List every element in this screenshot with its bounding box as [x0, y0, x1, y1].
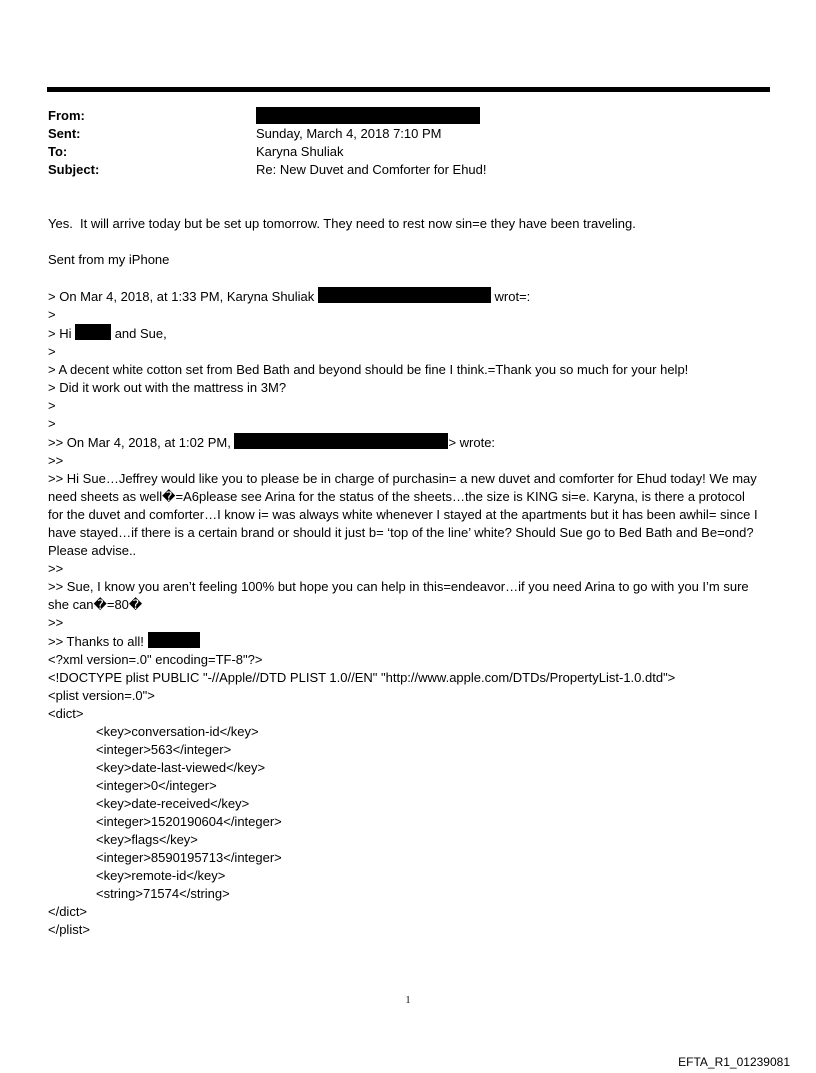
signature-line: Sent from my iPhone [48, 252, 170, 267]
greeting-suffix: and Sue, [111, 326, 167, 341]
quote-greeting-line [48, 324, 760, 343]
thanks-text: >> Thanks to all! [48, 634, 148, 649]
xml-line: <key>conversation-id</key> [96, 724, 259, 739]
redaction-bar [256, 107, 480, 124]
redaction-bar [148, 632, 200, 648]
redaction-bar [318, 287, 491, 303]
xml-line: <dict> [48, 706, 84, 721]
quote-line: > [48, 416, 56, 431]
xml-line: <key>date-last-viewed</key> [96, 760, 266, 775]
greeting-text: > Hi [48, 326, 76, 341]
subject-value: Re: New Duvet and Comforter for Ehud! [256, 162, 487, 177]
xml-line: </plist> [48, 922, 90, 937]
xml-line: <?xml version=.0" encoding=TF-8"?> [48, 652, 263, 667]
quote-line: > A decent white cotton set from Bed Bath and beyond should be fine I think.=Thank you so much for your help! [48, 362, 689, 377]
email-body [48, 215, 760, 939]
quote-line: >> [48, 561, 64, 576]
nested-quote-header-text: >> On Mar 4, 2018, at 1:02 PM, [48, 435, 235, 450]
nested-quote-header-line [48, 433, 760, 452]
xml-line: <key>flags</key> [96, 832, 198, 847]
thanks-line [48, 632, 760, 651]
document-id: EFTA_R1_01239081 [678, 1055, 790, 1069]
xml-line: <key>remote-id</key> [96, 868, 226, 883]
quote-line: > [48, 307, 56, 322]
from-value [256, 107, 480, 127]
to-label: To: [48, 144, 68, 159]
quote-header-suffix: wrot=: [490, 289, 531, 304]
redaction-bar [75, 324, 111, 340]
quote-header-text: > On Mar 4, 2018, at 1:33 PM, Karyna Shuliak [48, 289, 318, 304]
xml-line: <integer>0</integer> [96, 778, 217, 793]
blank-line [48, 233, 760, 251]
sent-label: Sent: [48, 126, 81, 141]
page-number: 1 [405, 995, 411, 1006]
subject-label: Subject: [48, 162, 100, 177]
xml-line: <integer>8590195713</integer> [96, 850, 282, 865]
xml-line: <plist version=.0"> [48, 688, 155, 703]
blank-line [48, 269, 760, 287]
sent-value: Sunday, March 4, 2018 7:10 PM [256, 126, 442, 141]
quote-line: > Did it work out with the mattress in 3M? [48, 380, 287, 395]
redaction-bar [234, 433, 448, 449]
xml-line: </dict> [48, 904, 88, 919]
xml-line: <string>71574</string> [96, 886, 230, 901]
quote-line: > [48, 344, 56, 359]
xml-line: <integer>563</integer> [96, 742, 232, 757]
quote-header-line [48, 287, 760, 306]
from-label: From: [48, 108, 85, 123]
xml-line: <integer>1520190604</integer> [96, 814, 282, 829]
quote-line: >> [48, 453, 64, 468]
quote-line: >> [48, 615, 64, 630]
nested-quote-header-suffix: > wrote: [448, 435, 496, 450]
quote-line: > [48, 398, 56, 413]
quote-paragraph: >> Hi Sue…Jeffrey would like you to please be in charge of purchasin= a new duvet and comforter for Ehud today! We may need sheets as well�=A6please see Arina for the status of the sheets…the size is KING si=e. Karyna, is there a protocol for the duvet and comforter…I know i= was always white whenever I stayed at the apartments but it has been awhil= since I have stayed…if there is a certain brand or should it just b= ‘top of the line’ white? Should Sue go to Bed Bath and Be=ond? Please advise.. [48, 471, 758, 558]
body-line: Yes. It will arrive today but be set up tomorrow. They need to rest now sin=e they have been traveling. [48, 216, 636, 231]
header-rule [47, 87, 770, 92]
xml-line: <key>date-received</key> [96, 796, 250, 811]
xml-line: <!DOCTYPE plist PUBLIC "-//Apple//DTD PLIST 1.0//EN" "http://www.apple.com/DTDs/PropertyList-1.0.dtd"> [48, 670, 676, 685]
quote-paragraph: >> Sue, I know you aren’t feeling 100% but hope you can help in this=endeavor…if you need Arina to go with you I’m sure she can�=80� [48, 579, 749, 612]
to-value: Karyna Shuliak [256, 144, 344, 159]
